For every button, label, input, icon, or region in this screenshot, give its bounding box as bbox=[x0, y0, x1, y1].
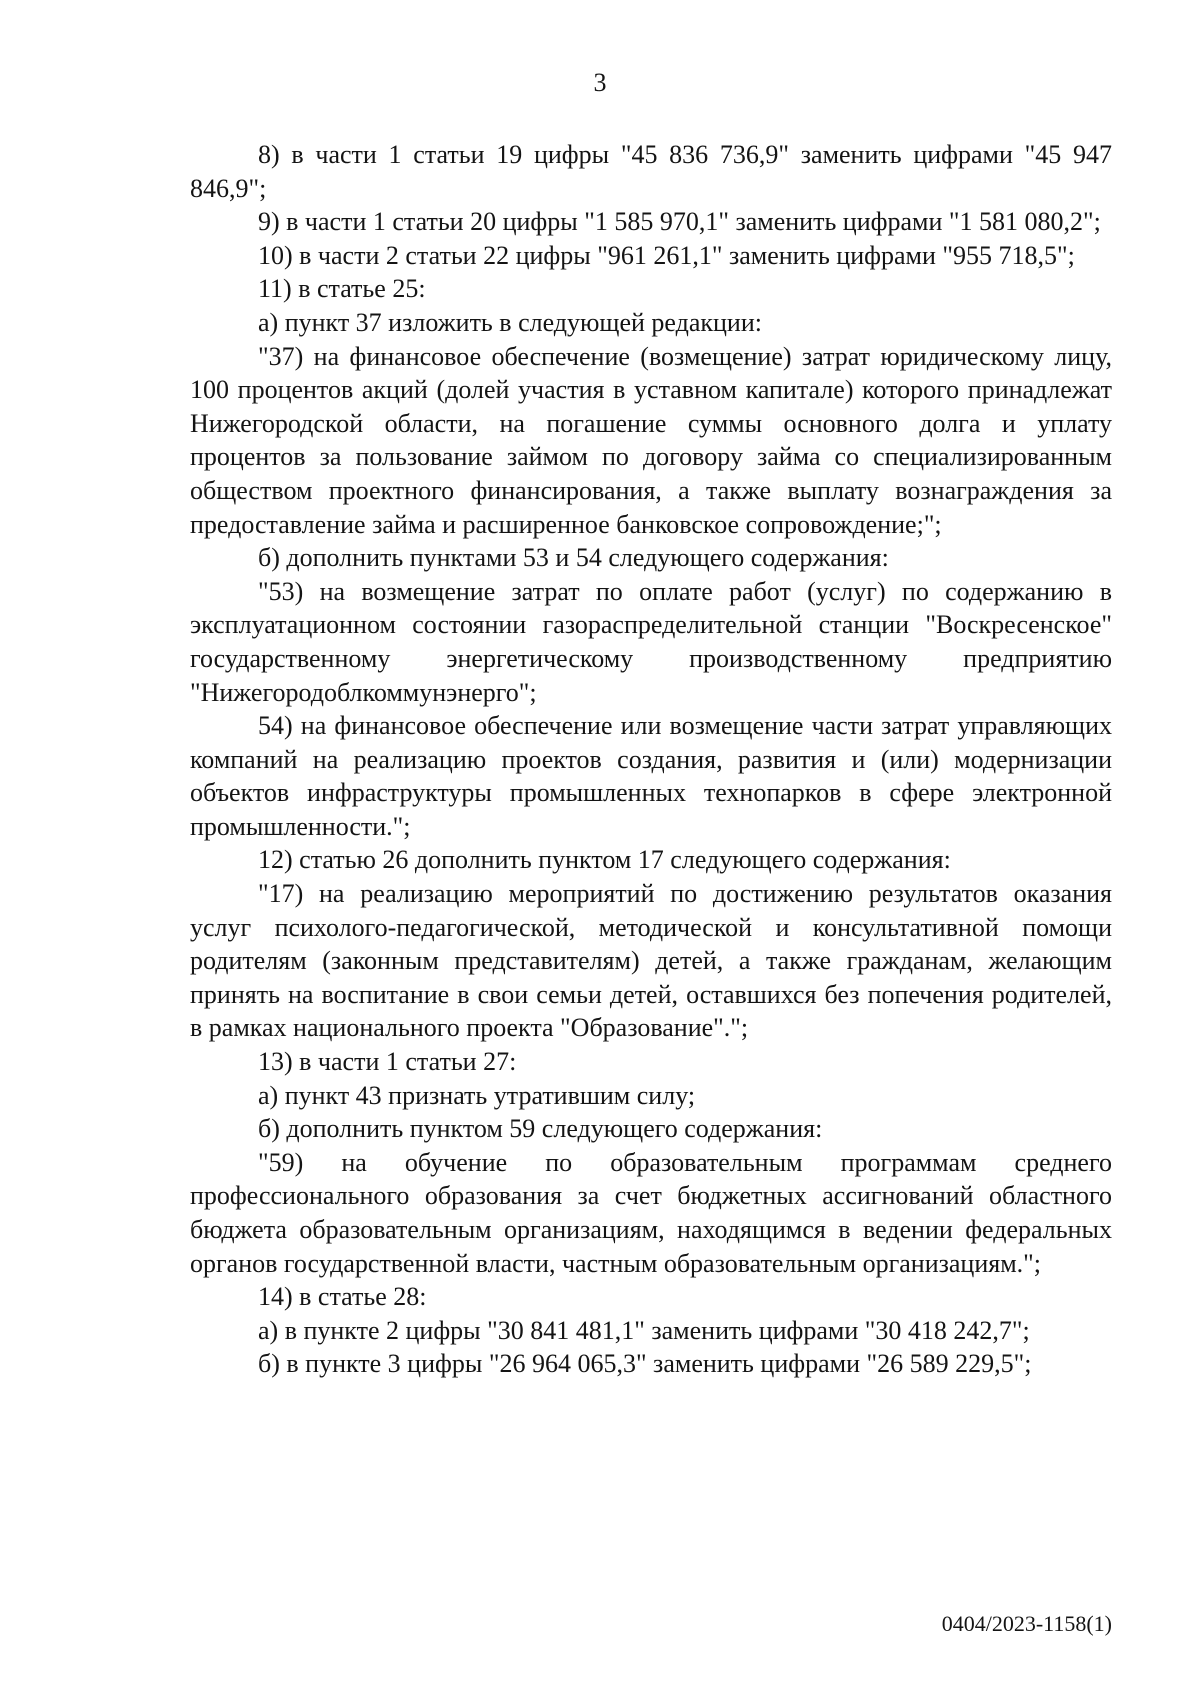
item-11b-paragraph: б) дополнить пунктами 53 и 54 следующего содержания: bbox=[258, 543, 889, 573]
point-37-text: "37) на финансовое обеспечение (возмещение) затрат юридическому лицу, 100 процентов акций (долей участия в уставном капитале) которого принадлежат Нижегородской области, на погашение суммы основного долга и уплату процентов за пользование займом по договору займа со специализированным обществом проектного финансирования, а также выплату вознаграждения за предоставление займа и расширенное банковское сопровождение;"; bbox=[190, 341, 1112, 539]
point-59-text: "59) на обучение по образовательным программам среднего профессионального образования за счет бюджетных ассигнований областного бюджета образовательным организациям, находящимся в ведении федеральных органов государственной власти, частным образовательным организациям."; bbox=[190, 1147, 1112, 1278]
item-11a-paragraph: а) пункт 37 изложить в следующей редакции: bbox=[258, 307, 762, 337]
page-number: 3 bbox=[593, 68, 607, 97]
document-body bbox=[190, 138, 1112, 1381]
item-13-heading: 13) в части 1 статьи 27: bbox=[258, 1047, 517, 1077]
point-17-text: "17) на реализацию мероприятий по достижению результатов оказания услуг психолого-педагогической, методической и консультативной помощи родителям (законным представителям) детей, а также гражданам, желающим принять на воспитание в свои семьи детей, оставшихся без попечения родителей, в рамках национального проекта "Образование"."; bbox=[190, 879, 1112, 1043]
point-54-text: 54) на финансовое обеспечение или возмещение части затрат управляющих компаний на реализацию проектов создания, развития и (или) модернизации объектов инфраструктуры промышленных технопарков в сфере электронной промышленности."; bbox=[190, 711, 1112, 841]
point-53-text: "53) на возмещение затрат по оплате работ (услуг) по содержанию в эксплуатационном состоянии газораспределительной станции "Воскресенское" государственному энергетическому производственному предприятию "Нижегородоблкоммунэнерго"; bbox=[190, 576, 1112, 707]
item-14b-paragraph: б) в пункте 3 цифры "26 964 065,3" заменить цифрами "26 589 229,5"; bbox=[258, 1349, 1032, 1379]
item-13a-paragraph: а) пункт 43 признать утратившим силу; bbox=[258, 1080, 696, 1110]
item-9-paragraph: 9) в части 1 статьи 20 цифры "1 585 970,1" заменить цифрами "1 581 080,2"; bbox=[258, 207, 1101, 237]
item-8-paragraph: 8) в части 1 статьи 19 цифры "45 836 736,9" заменить цифрами "45 947 846,9"; bbox=[190, 140, 1112, 203]
item-10-paragraph: 10) в части 2 статьи 22 цифры "961 261,1" заменить цифрами "955 718,5"; bbox=[258, 240, 1075, 270]
item-11-heading: 11) в статье 25: bbox=[258, 274, 426, 304]
item-13b-paragraph: б) дополнить пунктом 59 следующего содержания: bbox=[258, 1114, 823, 1144]
item-14a-paragraph: а) в пункте 2 цифры "30 841 481,1" заменить цифрами "30 418 242,7"; bbox=[258, 1315, 1030, 1345]
document-registration-code: 0404/2023-1158(1) bbox=[941, 1611, 1112, 1636]
item-14-heading: 14) в статье 28: bbox=[258, 1282, 427, 1312]
item-12-paragraph: 12) статью 26 дополнить пунктом 17 следующего содержания: bbox=[258, 845, 951, 875]
